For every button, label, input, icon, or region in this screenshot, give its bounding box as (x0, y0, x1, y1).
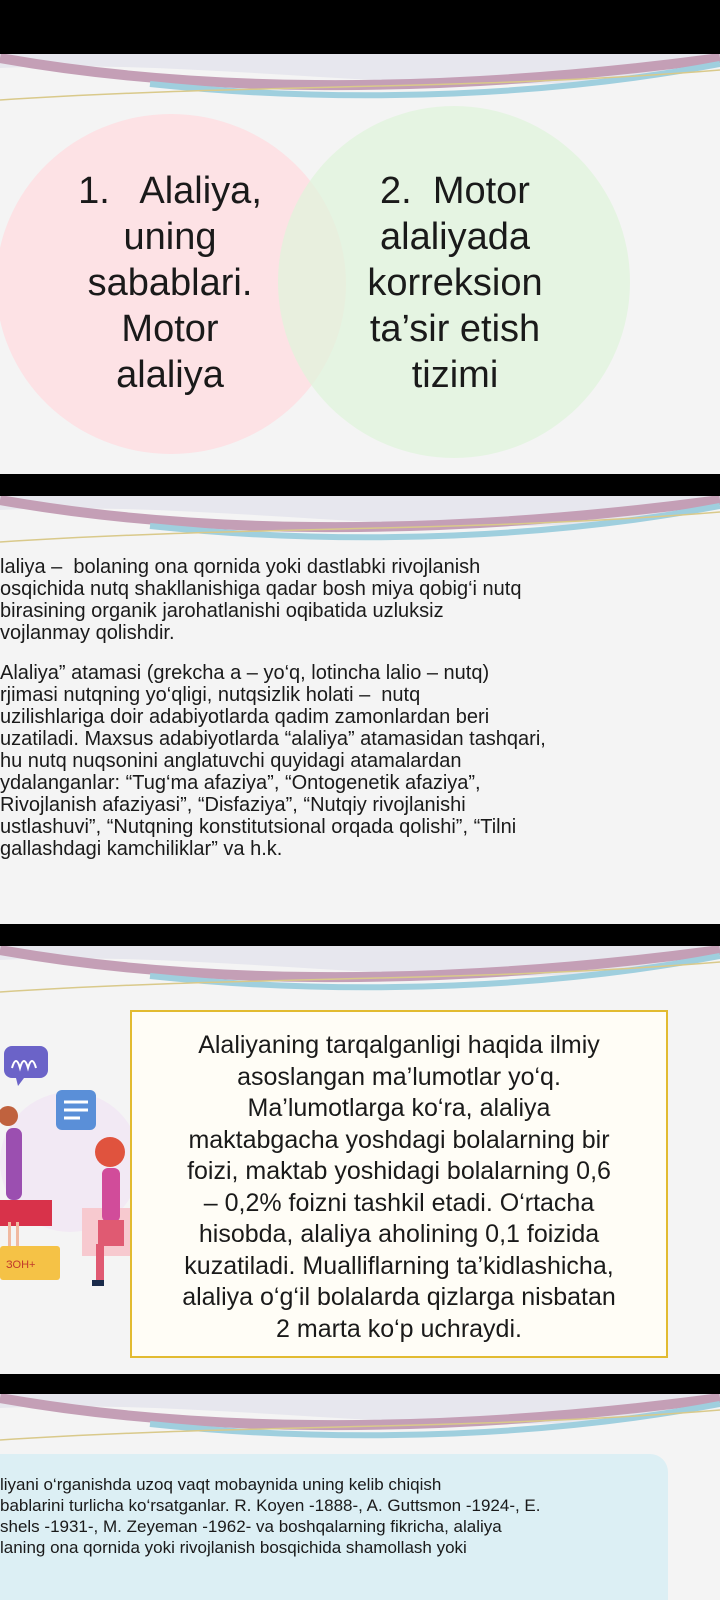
causes-paragraph: liyani o‘rganishda uzoq vaqt mobaynida uning kelib chiqish bablarini turlicha ko‘rsatganlar. R. Koyen -1888-, A. Guttsmon -1924-, E. shels -1931-, M. Zeyeman -1962- va boshqalarning fikricha, alaliya laning ona qornida yoki rivojlanish bosqichida shamollash yoki (0, 1475, 541, 1557)
slide-prevalence (0, 946, 720, 1374)
slide-title (0, 54, 720, 474)
wave-decoration (0, 496, 720, 556)
wave-decoration (0, 946, 720, 1006)
slide-definition (0, 496, 720, 924)
book-label: ЗОН+ (6, 1259, 36, 1271)
terms-paragraph: Alaliya” atamasi (grekcha a – yo‘q, lotincha lalio – nutq) rjimasi nutqning yo‘qligi, nutqsizlik holati – nutq uzilishlariga doir adabiyotlarda qadim zamonlardan beri uzatiladi. Maxsus adabiyotlarda “alaliya” atamasidan tashqari, hu nutq nuqsonini anglatuvchi quyidagi atamalardan ydalanganlar: “Tug‘ma afaziya”, “Ontogenetik afaziya”, Rivojlanish afaziyasi”, “Disfaziya”, “Nutqiy rivojlanishi ustlashuvi”, “Nutqning konstitutsional orqada qolishi”, “Tilni gallashdagi kamchiliklar” va h.k. (0, 662, 546, 860)
wave-decoration (0, 1394, 720, 1454)
definition-paragraph: laliya – bolaning ona qornida yoki dastlabki rivojlanish osqichida nutq shakllanishiga qadar bosh miya qobig‘i nutq birasining organik jarohatlanishi oqibatida uzluksiz vojlanmay qolishdir. (0, 556, 522, 644)
left-circle-text: 1. Alaliya, uning sabablari. Motor alaliya (78, 170, 262, 396)
prevalence-text: Alaliyaning tarqalganligi haqida ilmiy asoslangan ma’lumotlar yo‘q. Ma’lumotlarga ko‘ra, alaliya maktabgacha yoshdagi bolalarning bir foizi, maktab yoshidagi bolalarning 0,6 – 0,2% foizni tashkil etadi. O‘rtacha hisobda, alaliya aholining 0,1 foizida kuzatiladi. Mualliflarning ta’kidlashicha, alaliya o‘g‘il bolalarda qizlarga nisbatan 2 marta ko‘p uchraydi. (182, 1031, 616, 1343)
prevalence-info-box (130, 1010, 668, 1358)
right-circle-text: 2. Motor alaliyada korreksion ta’sir etish tizimi (367, 170, 543, 396)
slide-causes (0, 1394, 720, 1600)
speech-therapy-illustration (0, 1032, 140, 1312)
wave-decoration (0, 54, 720, 114)
